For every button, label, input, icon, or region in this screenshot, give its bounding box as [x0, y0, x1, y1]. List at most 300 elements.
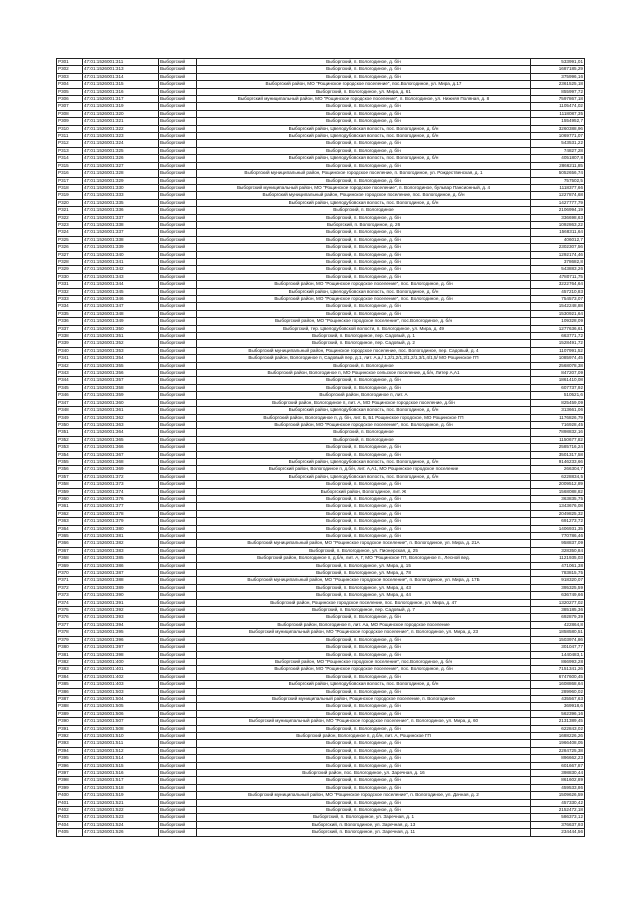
district-cell: Выборгский: [159, 614, 197, 621]
value-cell: 7151341,26: [531, 666, 585, 673]
cadastral-number-cell: 47:01:1526001:328: [83, 170, 159, 177]
row-number-cell: Р331: [57, 281, 83, 288]
address-cell: Выборгский район, Вологодиное п, лит. А, МО Рощинское городское поселение, д.б/н: [197, 399, 531, 406]
address-cell: Выборгский район, Вологодиное п, д.б/н, лит. А,А1, МО Рощинское городское поселение: [197, 466, 531, 473]
address-cell: Выборгский район, Цвелодубовская волость, пос. Вологодиное, д. б/н: [197, 473, 531, 480]
address-cell: Выборгский, п. Вологодиное, д. б/н: [197, 236, 531, 243]
cadastral-number-cell: 47:01:1526001:315: [83, 81, 159, 88]
table-row: [57, 214, 585, 221]
table-row: [57, 125, 585, 132]
cadastral-number-cell: 47:01:1526001:374: [83, 488, 159, 495]
value-cell: 825459,09: [531, 399, 585, 406]
value-cell: 855997,72: [531, 88, 585, 95]
value-cell: 2866211,85: [531, 162, 585, 169]
cadastral-number-cell: 47:01:1526001:351: [83, 333, 159, 340]
address-cell: Выборгский район, МО "Рощинское городское поселение", пос. Вологодиное, д. б/н: [197, 281, 531, 288]
table-row: [57, 310, 585, 317]
value-cell: 1554952,7: [531, 118, 585, 125]
table-row: [57, 777, 585, 784]
row-number-cell: Р360: [57, 495, 83, 502]
table-row: [57, 303, 585, 310]
district-cell: Выборгский: [159, 140, 197, 147]
address-cell: Выборгский, п. Вологодиное, д. б/н: [197, 444, 531, 451]
row-number-cell: Р353: [57, 444, 83, 451]
value-cell: 1292174,46: [531, 251, 585, 258]
cadastral-number-cell: 47:01:1526001:512: [83, 747, 159, 754]
cadastral-number-cell: 47:01:1526001:373: [83, 481, 159, 488]
value-cell: 1121935,03: [531, 555, 585, 562]
cadastral-number-cell: 47:01:1526001:388: [83, 577, 159, 584]
address-cell: Выборгский, п. Вологодиное: [197, 429, 531, 436]
district-cell: Выборгский: [159, 814, 197, 821]
table-body: [57, 59, 585, 837]
value-cell: 896662,23: [531, 755, 585, 762]
district-cell: Выборгский: [159, 681, 197, 688]
value-cell: 3222764,64: [531, 281, 585, 288]
address-cell: Выборгский, п. Вологодиное, д. б/н: [197, 525, 531, 532]
row-number-cell: Р378: [57, 629, 83, 636]
row-number-cell: Р333: [57, 296, 83, 303]
table-row: [57, 695, 585, 702]
row-number-cell: Р356: [57, 466, 83, 473]
district-cell: Выборгский: [159, 370, 197, 377]
value-cell: 1118377,66: [531, 184, 585, 191]
row-number-cell: Р400: [57, 792, 83, 799]
district-cell: Выборгский: [159, 110, 197, 117]
cadastral-number-cell: 47:01:1526001:316: [83, 88, 159, 95]
address-cell: Выборгский, п. Вологодиное, ул. Заречная, д. 11: [197, 829, 531, 836]
district-cell: Выборгский: [159, 384, 197, 391]
row-number-cell: Р366: [57, 540, 83, 547]
table-row: [57, 199, 585, 206]
table-row: [57, 377, 585, 384]
cadastral-number-cell: 47:01:1526001:359: [83, 392, 159, 399]
address-cell: Выборгский, п. Вологодиное, д. б/н: [197, 384, 531, 391]
district-cell: Выборгский: [159, 629, 197, 636]
value-cell: 3501317,58: [531, 451, 585, 458]
cadastral-number-cell: 47:01:1526001:319: [83, 103, 159, 110]
cadastral-number-cell: 47:01:1526001:387: [83, 570, 159, 577]
table-row: [57, 584, 585, 591]
row-number-cell: Р358: [57, 481, 83, 488]
row-number-cell: Р312: [57, 140, 83, 147]
district-cell: Выборгский: [159, 184, 197, 191]
cadastral-number-cell: 47:01:1526001:366: [83, 444, 159, 451]
value-cell: 378682,8: [531, 258, 585, 265]
district-cell: Выборгский: [159, 547, 197, 554]
table-row: [57, 236, 585, 243]
row-number-cell: Р365: [57, 533, 83, 540]
value-cell: 2152472,18: [531, 807, 585, 814]
cadastral-number-cell: 47:01:1526001:514: [83, 755, 159, 762]
row-number-cell: Р394: [57, 747, 83, 754]
table-row: [57, 362, 585, 369]
cadastral-number-cell: 47:01:1526001:346: [83, 296, 159, 303]
cadastral-number-cell: 47:01:1526001:395: [83, 629, 159, 636]
row-number-cell: Р317: [57, 177, 83, 184]
table-row: [57, 540, 585, 547]
cadastral-number-cell: 47:01:1526001:364: [83, 429, 159, 436]
district-cell: Выборгский: [159, 592, 197, 599]
value-cell: 692879,39: [531, 614, 585, 621]
district-cell: Выборгский: [159, 644, 197, 651]
table-row: [57, 636, 585, 643]
cadastral-number-cell: 47:01:1526001:402: [83, 673, 159, 680]
value-cell: 562396,16: [531, 710, 585, 717]
address-cell: Выборгский район, Цвелодубовская волость, пос. Вологодиное, д. б/н: [197, 288, 531, 295]
address-cell: Выборгский район, Вологодиное п, МО Рощинское сельское поселение, д.б/н, Литер А,А1: [197, 370, 531, 377]
district-cell: Выборгский: [159, 473, 197, 480]
table-row: [57, 88, 585, 95]
value-cell: 847207,09: [531, 370, 585, 377]
value-cell: 636749,66: [531, 592, 585, 599]
address-cell: Выборгский, п. Вологодиное, ул. Заречная, д. 1: [197, 814, 531, 821]
row-number-cell: Р371: [57, 577, 83, 584]
address-cell: Выборгский район, Цвелодубовская волость, пос. Вологодиное, д. б/н: [197, 125, 531, 132]
cadastral-number-cell: 47:01:1526001:338: [83, 236, 159, 243]
table-row: [57, 444, 585, 451]
row-number-cell: Р322: [57, 214, 83, 221]
cadastral-number-cell: 47:01:1526001:398: [83, 651, 159, 658]
table-row: [57, 673, 585, 680]
district-cell: Выборгский: [159, 229, 197, 236]
cadastral-number-cell: 47:01:1526001:349: [83, 318, 159, 325]
value-cell: 1118087,35: [531, 110, 585, 117]
address-cell: Выборгский, п. Вологодиное, д. б/н: [197, 303, 531, 310]
table-row: [57, 429, 585, 436]
cadastral-number-cell: 47:01:1526001:323: [83, 133, 159, 140]
cadastral-number-cell: 47:01:1526001:523: [83, 814, 159, 821]
row-number-cell: Р379: [57, 636, 83, 643]
district-cell: Выборгский: [159, 821, 197, 828]
district-cell: Выборгский: [159, 362, 197, 369]
value-cell: 543531,22: [531, 140, 585, 147]
cadastral-number-cell: 47:01:1526001:369: [83, 466, 159, 473]
row-number-cell: Р401: [57, 799, 83, 806]
district-cell: Выборгский: [159, 621, 197, 628]
table-row: [57, 555, 585, 562]
row-number-cell: Р367: [57, 547, 83, 554]
table-row: [57, 370, 585, 377]
address-cell: Выборгский, п. Вологодиное, д. б/н: [197, 762, 531, 769]
district-cell: Выборгский: [159, 266, 197, 273]
district-cell: Выборгский: [159, 303, 197, 310]
value-cell: 2568078,38: [531, 362, 585, 369]
district-cell: Выборгский: [159, 310, 197, 317]
cadastral-number-cell: 47:01:1526001:320: [83, 110, 159, 117]
district-cell: Выборгский: [159, 214, 197, 221]
cadastral-number-cell: 47:01:1526001:378: [83, 510, 159, 517]
table-row: [57, 607, 585, 614]
value-cell: 861602,89: [531, 777, 585, 784]
address-cell: Выборгский муниципальный район, МО "Рощинское городское поселение", п. Вологодиное, ул. Мира, д. 23: [197, 629, 531, 636]
district-cell: Выборгский: [159, 481, 197, 488]
cadastral-number-cell: 47:01:1526001:314: [83, 73, 159, 80]
table-row: [57, 747, 585, 754]
table-row: [57, 732, 585, 739]
district-cell: Выборгский: [159, 703, 197, 710]
district-cell: Выборгский: [159, 570, 197, 577]
table-row: [57, 251, 585, 258]
district-cell: Выборгский: [159, 66, 197, 73]
cadastral-number-cell: 47:01:1526001:508: [83, 725, 159, 732]
cadastral-number-cell: 47:01:1526001:338: [83, 221, 159, 228]
row-number-cell: Р318: [57, 184, 83, 191]
address-cell: Выборгский, тер. Цвелодубовской волости, п. Вологодиное, ул. Мира, д. 49: [197, 325, 531, 332]
address-cell: Выборгский район, МО "Рощинское городское поселение", пос. Вологодиное, д. б/н: [197, 421, 531, 428]
table-row: [57, 525, 585, 532]
cadastral-number-cell: 47:01:1526001:329: [83, 177, 159, 184]
row-number-cell: Р352: [57, 436, 83, 443]
table-row: [57, 688, 585, 695]
row-number-cell: Р336: [57, 318, 83, 325]
district-cell: Выборгский: [159, 755, 197, 762]
value-cell: 6228834,5: [531, 473, 585, 480]
cadastral-number-cell: 47:01:1526001:363: [83, 421, 159, 428]
address-cell: Выборгский муниципальный район, МО "Рощинское городское поселение", п. Вологодиное, бульвар Пансионный, д. 4: [197, 184, 531, 191]
value-cell: 757502,5: [531, 177, 585, 184]
row-number-cell: Р388: [57, 703, 83, 710]
cadastral-number-cell: 47:01:1526001:394: [83, 621, 159, 628]
district-cell: Выборгский: [159, 281, 197, 288]
district-cell: Выборгский: [159, 666, 197, 673]
cadastral-number-cell: 47:01:1526001:342: [83, 266, 159, 273]
table-row: [57, 814, 585, 821]
row-number-cell: Р313: [57, 147, 83, 154]
address-cell: Выборгский район, МО "Рощинское городское поселение", пос.Вологодиное, д. б/н: [197, 318, 531, 325]
cadastral-number-cell: 47:01:1526001:521: [83, 799, 159, 806]
cadastral-number-cell: 47:01:1526001:511: [83, 740, 159, 747]
district-cell: Выборгский: [159, 258, 197, 265]
row-number-cell: Р376: [57, 614, 83, 621]
row-number-cell: Р372: [57, 584, 83, 591]
row-number-cell: Р320: [57, 199, 83, 206]
table-row: [57, 96, 585, 103]
address-cell: Выборгский район, Цвелодубовская волость, пос. Вологодиное, д. б/н: [197, 458, 531, 465]
cadastral-number-cell: 47:01:1526001:386: [83, 562, 159, 569]
value-cell: 1858580,51: [531, 629, 585, 636]
row-number-cell: Р377: [57, 621, 83, 628]
cadastral-number-cell: 47:01:1526001:335: [83, 199, 159, 206]
table-row: [57, 821, 585, 828]
address-cell: Выборгский, п. Вологодиное, д. б/н: [197, 503, 531, 510]
row-number-cell: Р381: [57, 651, 83, 658]
district-cell: Выборгский: [159, 710, 197, 717]
value-cell: 1085974,45: [531, 355, 585, 362]
row-number-cell: Р346: [57, 392, 83, 399]
value-cell: 1105474,02: [531, 103, 585, 110]
table-row: [57, 562, 585, 569]
value-cell: 2009512,89: [531, 481, 585, 488]
row-number-cell: Р335: [57, 310, 83, 317]
row-number-cell: Р325: [57, 236, 83, 243]
cadastral-number-cell: 47:01:1526001:321: [83, 118, 159, 125]
table-row: [57, 799, 585, 806]
district-cell: Выборгский: [159, 451, 197, 458]
row-number-cell: Р396: [57, 762, 83, 769]
value-cell: 109328,09: [531, 318, 585, 325]
district-cell: Выборгский: [159, 236, 197, 243]
district-cell: Выборгский: [159, 540, 197, 547]
district-cell: Выборгский: [159, 584, 197, 591]
table-row: [57, 325, 585, 332]
value-cell: 510521,6: [531, 392, 585, 399]
cadastral-number-cell: 47:01:1526001:376: [83, 495, 159, 502]
value-cell: 2106994,19: [531, 207, 585, 214]
row-number-cell: Р389: [57, 710, 83, 717]
address-cell: Выборгский, п. Вологодиное, ул. Мира, д. 61: [197, 88, 531, 95]
value-cell: 3260388,96: [531, 125, 585, 132]
address-cell: Выборгский район, МО "Рощинское городское поселение", пос. Вологодиное, д. б/н: [197, 296, 531, 303]
district-cell: Выборгский: [159, 436, 197, 443]
address-cell: Выборгский район, Цвелодубовская волость, пос. Вологодиное, д. б/н: [197, 155, 531, 162]
row-number-cell: Р392: [57, 732, 83, 739]
table-row: [57, 147, 585, 154]
row-number-cell: Р395: [57, 755, 83, 762]
value-cell: 1568311,64: [531, 229, 585, 236]
row-number-cell: Р382: [57, 658, 83, 665]
cadastral-number-cell: 47:01:1526001:510: [83, 732, 159, 739]
value-cell: 5052656,74: [531, 170, 585, 177]
value-cell: 457330,42: [531, 799, 585, 806]
district-cell: Выборгский: [159, 399, 197, 406]
district-cell: Выборгский: [159, 155, 197, 162]
district-cell: Выборгский: [159, 458, 197, 465]
cadastral-number-cell: 47:01:1526001:515: [83, 762, 159, 769]
table-row: [57, 621, 585, 628]
district-cell: Выборгский: [159, 466, 197, 473]
value-cell: 958837,09: [531, 540, 585, 547]
table-row: [57, 740, 585, 747]
table-row: [57, 614, 585, 621]
row-number-cell: Р311: [57, 133, 83, 140]
cadastral-number-cell: 47:01:1526001:362: [83, 414, 159, 421]
cadastral-number-cell: 47:01:1526001:506: [83, 710, 159, 717]
value-cell: 1861410,08: [531, 377, 585, 384]
table-row: [57, 103, 585, 110]
value-cell: 2302307,56: [531, 244, 585, 251]
value-cell: 586373,12: [531, 814, 585, 821]
value-cell: 1568088,82: [531, 488, 585, 495]
table-row: [57, 725, 585, 732]
address-cell: Выборгский район, Вологодиное п, Садовый пер, д.1, лит. А,а,/ 1,2/1,2/1,2/1,2/1,3/1,4/1,5/ МО Рощинское ГП: [197, 355, 531, 362]
value-cell: 716928,45: [531, 421, 585, 428]
row-number-cell: Р339: [57, 340, 83, 347]
value-cell: 234444,56: [531, 829, 585, 836]
address-cell: Выборгский, п. Вологодиное, д. б/н: [197, 755, 531, 762]
row-number-cell: Р303: [57, 73, 83, 80]
value-cell: 754573,07: [531, 296, 585, 303]
district-cell: Выборгский: [159, 392, 197, 399]
row-number-cell: Р348: [57, 407, 83, 414]
district-cell: Выборгский: [159, 747, 197, 754]
value-cell: 1688226,26: [531, 732, 585, 739]
cadastral-number-cell: 47:01:1526001:337: [83, 229, 159, 236]
table-row: [57, 629, 585, 636]
table-row: [57, 792, 585, 799]
row-number-cell: Р374: [57, 599, 83, 606]
row-number-cell: Р309: [57, 118, 83, 125]
address-cell: Выборгский, п. Вологодиное, д. б/н: [197, 784, 531, 791]
district-cell: Выборгский: [159, 525, 197, 532]
value-cell: 1542248,88: [531, 303, 585, 310]
row-number-cell: Р369: [57, 562, 83, 569]
district-cell: Выборгский: [159, 355, 197, 362]
value-cell: 1509626,59: [531, 792, 585, 799]
district-cell: Выборгский: [159, 533, 197, 540]
district-cell: Выборгский: [159, 296, 197, 303]
value-cell: 4051807,8: [531, 155, 585, 162]
cadastral-number-cell: 47:01:1526001:322: [83, 125, 159, 132]
table-row: [57, 421, 585, 428]
address-cell: Выборгский, п. Вологодиное, пер. Садовый, д. 1: [197, 333, 531, 340]
table-row: [57, 66, 585, 73]
row-number-cell: Р334: [57, 303, 83, 310]
address-cell: Выборгский район, Вологодиное п, д. б/н, лит. Б, Б1 Рощинское городское, МО Рощинское ГП: [197, 414, 531, 421]
cadastral-number-cell: 47:01:1526001:504: [83, 695, 159, 702]
cadastral-number-cell: 47:01:1526001:341: [83, 258, 159, 265]
address-cell: Выборгский, п. Вологодиное, д. б/н: [197, 118, 531, 125]
row-number-cell: Р384: [57, 673, 83, 680]
row-number-cell: Р375: [57, 607, 83, 614]
row-number-cell: Р347: [57, 399, 83, 406]
address-cell: Выборгский район, МО "Рощинское городское поселение", пос.Вологодиное, ул. Мира, д.17: [197, 81, 531, 88]
row-number-cell: Р323: [57, 221, 83, 228]
cadastral-number-cell: 47:01:1526001:348: [83, 310, 159, 317]
cadastral-number-cell: 47:01:1526001:327: [83, 162, 159, 169]
row-number-cell: Р328: [57, 258, 83, 265]
table-row: [57, 296, 585, 303]
cadastral-number-cell: 47:01:1526001:337: [83, 214, 159, 221]
cadastral-number-cell: 47:01:1526001:522: [83, 807, 159, 814]
table-row: [57, 340, 585, 347]
address-cell: Выборгский, п. Вологодиное, д. б/н: [197, 377, 531, 384]
address-cell: Выборгский район, Вологодиное п, д.б/н, лит. А, Рощинское ГП: [197, 732, 531, 739]
row-number-cell: Р355: [57, 458, 83, 465]
district-cell: Выборгский: [159, 133, 197, 140]
cadastral-number-cell: 47:01:1526001:397: [83, 644, 159, 651]
address-cell: Выборгский, п. Вологодиное, д. б/н: [197, 451, 531, 458]
value-cell: 266304,7: [531, 466, 585, 473]
district-cell: Выборгский: [159, 732, 197, 739]
table-row: [57, 503, 585, 510]
value-cell: 1277636,61: [531, 325, 585, 332]
district-cell: Выборгский: [159, 725, 197, 732]
cadastral-number-cell: 47:01:1526001:383: [83, 547, 159, 554]
table-row: [57, 481, 585, 488]
cadastral-number-cell: 47:01:1526001:381: [83, 533, 159, 540]
district-cell: Выборгский: [159, 695, 197, 702]
address-cell: Выборгский, п. Вологодиное, д. б/н: [197, 162, 531, 169]
table-row: [57, 281, 585, 288]
address-cell: Выборгский, п. Вологодиное, д. б/н: [197, 710, 531, 717]
row-number-cell: Р364: [57, 525, 83, 532]
address-cell: Выборгский, п. Вологодиное, д. 26: [197, 221, 531, 228]
address-cell: Выборгский, п. Вологодиное, д. б/н: [197, 73, 531, 80]
table-row: [57, 177, 585, 184]
cadastral-number-cell: 47:01:1526001:325: [83, 147, 159, 154]
district-cell: Выборгский: [159, 488, 197, 495]
table-row: [57, 599, 585, 606]
cadastral-number-cell: 47:01:1526001:382: [83, 540, 159, 547]
address-cell: Выборгский район, МО "Рощинское городское поселение", пос. Вологодиное, д. б/н: [197, 666, 531, 673]
address-cell: Выборгский, п. Вологодиное, ул. Пионерская, д. 25: [197, 547, 531, 554]
row-number-cell: Р386: [57, 688, 83, 695]
district-cell: Выборгский: [159, 718, 197, 725]
address-cell: Выборгский, п. Вологодиное, д. б/н: [197, 273, 531, 280]
value-cell: 289960,02: [531, 688, 585, 695]
address-cell: Выборгский, п. Вологодиное, д. б/н: [197, 214, 531, 221]
